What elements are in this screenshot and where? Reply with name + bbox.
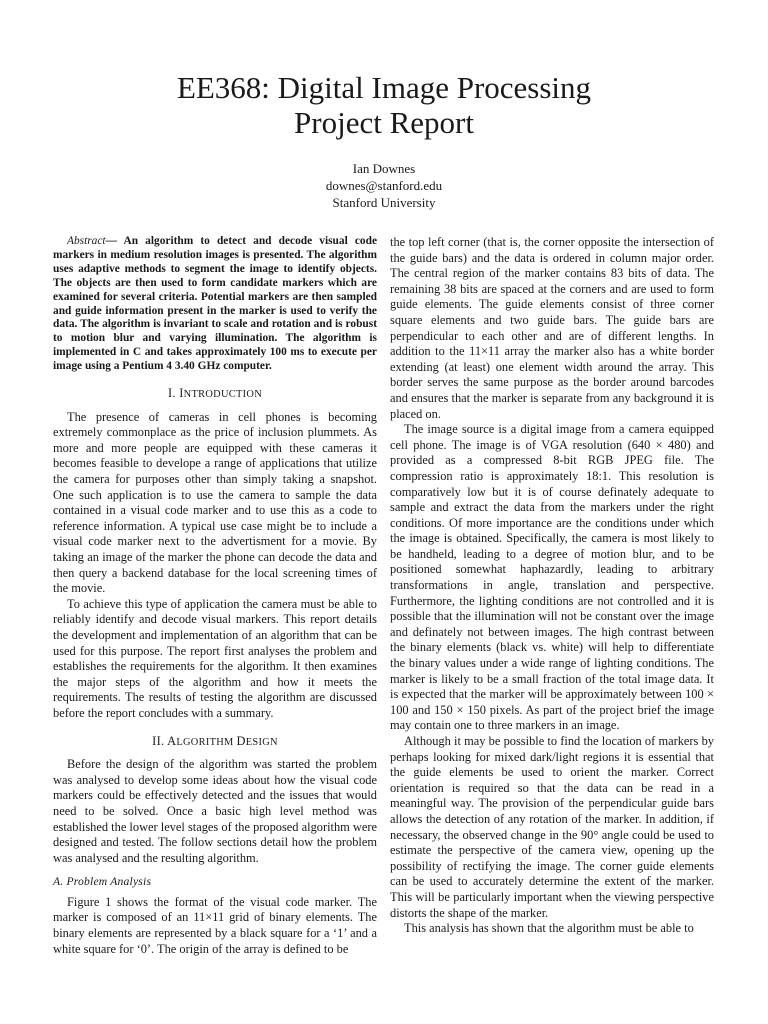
subsection-heading-problem-analysis: A. Problem Analysis xyxy=(53,875,152,889)
section-heading-introduction: I. INTRODUCTION xyxy=(167,386,262,401)
author-email: downes@stanford.edu xyxy=(325,178,443,193)
paragraph-right-3: Although it may be possible to find the location of markers by perhaps looking for mixed dark/light regions it is essential that the guide elements be used to orient the marker. Correct orientation is required so that the data can be read in a meaningful way. The provision of the perpendicular guide bars allows the detection of any rotation of the marker. In addition, if necessary, the observed change in the 90° angle could be used to estimate the perspective of the camera view, opening up the possibility of rectifying the image. The corner guide elements can be used to accurately determine the extent of the marker. This will be particularly important when the viewing perspective distorts the shape of the marker. xyxy=(390,734,714,920)
paragraph-intro-1: The presence of cameras in cell phones is becoming extremely commonplace as the price of inclusion plummets. As more and more people are equipped with these cameras it becomes feasible to develope a range of applications that utilize the camera for purposes other than simply taking a snapshot. One such application is to use the camera to sample the data contained in a visual code marker and to use this as a code to reference information. A typical use case might be to include a visual code marker next to the advertisment for a movie. By taking an image of the marker the phone can decode the data and then query a backend database for the local screening times of the movie. xyxy=(53,409,377,596)
paper-header xyxy=(0,70,768,211)
paragraph-analysis-1: Figure 1 shows the format of the visual code marker. The marker is composed of an 11×11 grid of binary elements. The binary elements are represented by a black square for a ‘1’ and a white square for ‘0’. The origin of the array is defined to be xyxy=(53,894,377,956)
author-block xyxy=(0,160,768,211)
abstract-text: An algorithm to detect and decode visual code markers in medium resolution images is presented. The algorithm uses adaptive methods to segment the image to identify objects. The objects are then used to form candidate markers which are examined for several criteria. Potential markers are then sampled and guide information present in the marker is used to verify the data. The algorithm is invariant to scale and rotation and is robust to motion blur and varying illumination. The algorithm is implemented in C and takes approximately 100 ms to execute per image using a Pentium 4 3.40 GHz computer. xyxy=(53,235,378,373)
paper-title xyxy=(0,70,768,140)
section-heading-algorithm-design: II. ALGORITHM DESIGN xyxy=(152,733,278,748)
paragraph-right-2: The image source is a digital image from a camera equipped cell phone. The image is of VGA resolution (640 × 480) and provided as a compressed 8-bit RGB JPEG file. The compression ratio is approximately 18:1. This resolution is comparatively low but it is of course definately adequate to sample and extract the data from the markers under the right conditions. Of more importance are the conditions under which the image is obtained. Specifically, the camera is most likely to be handheld, leading to a degree of motion blur, and to be positioned somewhat haphazardly, leading to arbitrary transformations in angle, translation and perspective. Furthermore, the lighting conditions are not controlled and it is possible that the illumination will not be constant over the image and definately not between images. The high contrast between the binary elements (black vs. white) will help to differentiate the binary values under a wide range of lighting conditions. The marker is likely to be a small fraction of the total image data. It is expected that the marker will be approximately between 100 × 100 and 150 × 150 pixels. As part of the project brief the image may contain one to three markers in an image. xyxy=(390,422,714,733)
right-column xyxy=(390,235,714,937)
paragraph-right-1: the top left corner (that is, the corner opposite the intersection of the guide bars) and the data is ordered in column major order. The central region of the marker contains 83 bits of data. The remaining 38 bits are spaced at the corners and are used to form guide elements. The guide elements consist of three corner square elements and two guide bars. The guide bars are perpendicular to each other and are of different lengths. In addition to the 11×11 array the marker also has a white border extending (at least) one element width around the array. This border serves the same purpose as the border around barcodes and ensures that the marker is separate from any background it is placed on. xyxy=(390,235,714,421)
title-line-1: EE368: Digital Image Processing xyxy=(176,70,592,105)
abstract-dash: — xyxy=(105,235,117,247)
author-affiliation: Stanford University xyxy=(332,195,436,210)
abstract-label: Abstract xyxy=(67,235,106,247)
author-name: Ian Downes xyxy=(352,161,416,176)
abstract xyxy=(53,235,377,374)
paragraph-intro-2: To achieve this type of application the camera must be able to reliably identify and decode visual markers. This report details the development and implementation of an algorithm that can be used for this purpose. The report first analyses the problem and establishes the requirements for the algorithm. It then examines the major steps of the algorithm and how it meets the requirements. The results of testing the algorithm are discussed before the report concludes with a summary. xyxy=(53,596,377,720)
paragraph-right-4: This analysis has shown that the algorithm must be able to xyxy=(404,921,694,936)
left-column xyxy=(53,235,377,957)
paragraph-design-1: Before the design of the algorithm was started the problem was analysed to develop some ideas about how the visual code markers could be effectively detected and the issues that would need to be solved. Once a basic high level method was established the lower level stages of the proposed algorithm were designed and tested. The follow sections detail how the problem was analysed and the resulting algorithm. xyxy=(53,757,377,865)
title-line-2: Project Report xyxy=(294,105,474,140)
